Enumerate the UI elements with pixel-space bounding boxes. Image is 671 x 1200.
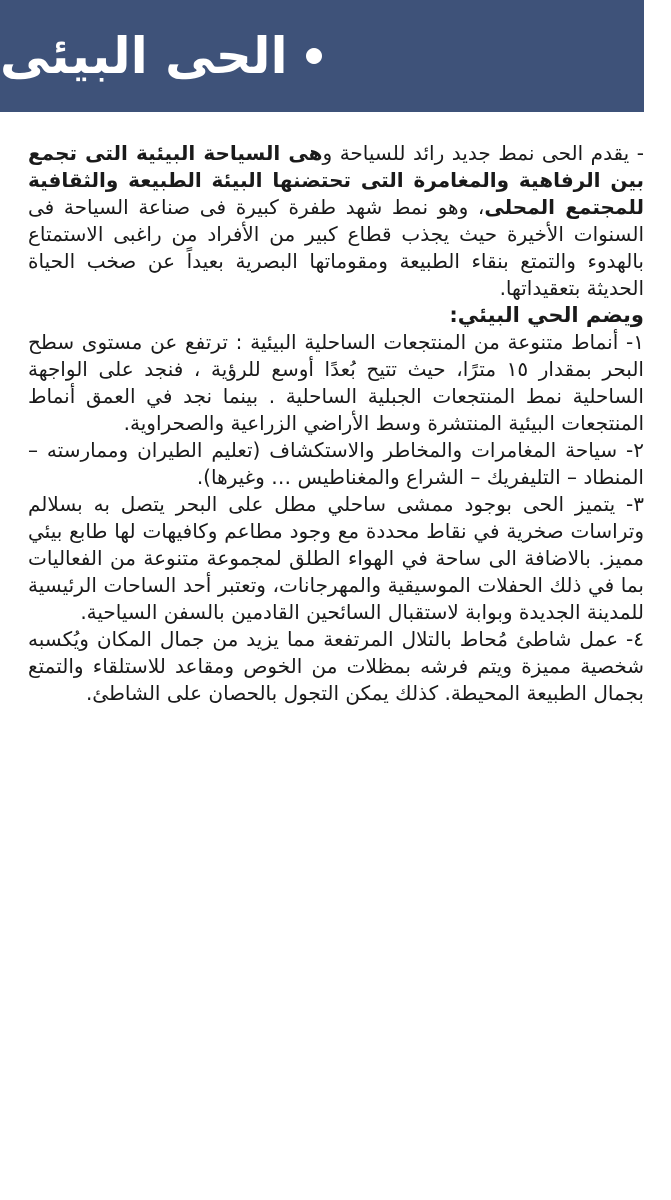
intro-bold-text: هى السياحة البيئية التى تجمع بين الرفاهية والمغامرة التى تحتضنها البيئة الطبيعة والثقافية للمجتمع المحلى <box>28 141 645 219</box>
bullet-icon <box>306 48 322 64</box>
intro-text-1: - يقدم الحى نمط جديد رائد للسياحة و <box>322 141 644 165</box>
page-title: الحى البيئى <box>0 27 288 85</box>
section-header <box>0 0 644 112</box>
list-heading: ويضم الحي البيئي: <box>449 303 644 327</box>
list-item-2: ٢- سياحة المغامرات والمخاطر والاستكشاف (تعليم الطيران وممارسته – المنطاد – التليفريك – الشراع والمغناطيس … وغيرها). <box>28 438 644 489</box>
list-item-4: ٤- عمل شاطئ مُحاط بالتلال المرتفعة مما يزيد من جمال المكان ويُكسبه شخصية مميزة ويتم فرشه بمظلات من الخوص ومقاعد للاستلقاء والتمتع بجمال الطبيعة المحيطة. كذلك يمكن التجول بالحصان على الشاطئ. <box>28 627 644 705</box>
list-item-1: ١- أنماط متنوعة من المنتجعات الساحلية البيئية : ترتفع عن مستوى سطح البحر بمقدار ١٥ مترًا، حيث تتيح بُعدًا أوسع للرؤية ، فنجد على الواجهة الساحلية نمط المنتجعات الجبلية الساحلية . بينما نجد في العمق أنماط المنتجعات البيئية المنتشرة وسط الأراضي الزراعية والصحراوية. <box>28 330 644 435</box>
intro-text-2: ، وهو نمط شهد طفرة كبيرة فى صناعة السياحة فى السنوات الأخيرة حيث يجذب قطاع كبير من الأفراد من راغبى الاستمتاع بالهدوء والتمتع بنقاء الطبيعة ومقوماتها البصرية بعيداً عن صخب الحياة الحديثة بتعقيداتها. <box>28 195 644 300</box>
list-item-3: ٣- يتميز الحى بوجود ممشى ساحلي مطل على البحر يتصل به بسلالم وتراسات صخرية في نقاط محددة مع وجود مطاعم وكافيهات لها طابع بيئي مميز. بالاضافة الى ساحة في الهواء الطلق لمجموعة متنوعة من الفعاليات بما في ذلك الحفلات الموسيقية والمهرجانات، وتعتبر أحد الساحات الرئيسية للمدينة الجديدة وبوابة لاستقبال السائحين القادمين بالسفن السياحية. <box>28 492 644 624</box>
article-body <box>28 140 644 707</box>
intro-paragraph <box>28 140 644 302</box>
